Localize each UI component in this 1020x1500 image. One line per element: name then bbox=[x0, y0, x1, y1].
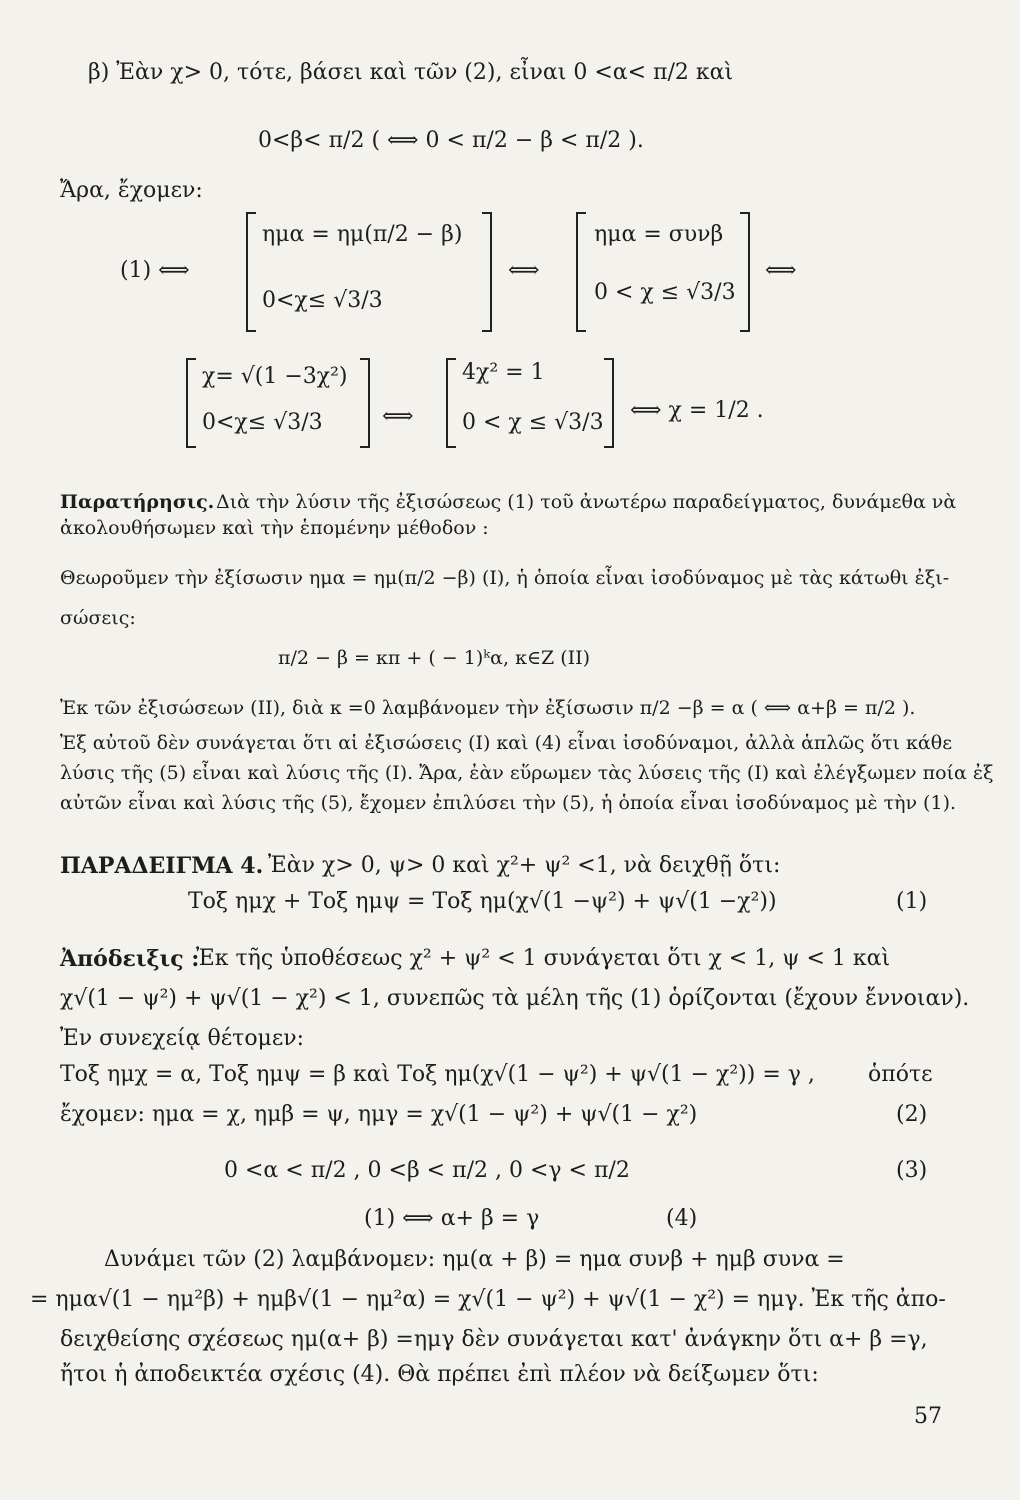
system1-line1: ημα = ημ(π/2 − β) bbox=[262, 222, 463, 247]
system4-line1: 4χ² = 1 bbox=[462, 360, 545, 385]
equation-number: (4) bbox=[666, 1206, 698, 1231]
proof-line: Ἐκ τῆς ὑποθέσεως χ² + ψ² < 1 συνάγεται ὅτι χ < 1, ψ < 1 καὶ bbox=[196, 946, 891, 971]
remark-line: ἀκολουθήσωμεν καὶ τὴν ἑπομένην μέθοδον : bbox=[60, 517, 489, 539]
right-brace bbox=[604, 358, 614, 448]
page-number: 57 bbox=[914, 1404, 942, 1429]
proof-line: ἔχομεν: ημα = χ, ημβ = ψ, ημγ = χ√(1 − ψ²) + ψ√(1 − χ²) bbox=[60, 1102, 698, 1127]
equiv-arrow: ⟺ bbox=[765, 258, 797, 283]
proof-line: Δυνάμει τῶν (2) λαμβάνομεν: ημ(α + β) = ημα συνβ + ημβ συνα = bbox=[104, 1247, 845, 1272]
system4-line2: 0 < χ ≤ √3/3 bbox=[462, 410, 604, 435]
proof-line: χ√(1 − ψ²) + ψ√(1 − χ²) < 1, συνεπῶς τὰ μέλη τῆς (1) ὁρίζονται (ἔχουν ἔννοιαν). bbox=[60, 986, 970, 1011]
right-brace bbox=[360, 358, 370, 448]
system3-line2: 0<χ≤ √3/3 bbox=[202, 410, 323, 435]
equation-number: (1) bbox=[896, 889, 928, 914]
beta-case-line: β) Ἐὰν χ> 0, τότε, βάσει καὶ τῶν (2), εἶναι 0 <α< π/2 καὶ bbox=[88, 60, 734, 85]
system3-line1: χ= √(1 −3χ²) bbox=[202, 364, 348, 389]
system-label: (1) ⟺ bbox=[120, 258, 190, 283]
proof-line: δειχθείσης σχέσεως ημ(α+ β) =ημγ δὲν συνάγεται κατ' ἀνάγκην ὅτι α+ β =γ, bbox=[60, 1327, 928, 1352]
system2-line2: 0 < χ ≤ √3/3 bbox=[594, 280, 736, 305]
remark-line: Ἐξ αὐτοῦ δὲν συνάγεται ὅτι αἱ ἐξισώσεις (I) καὶ (4) εἶναι ἰσοδύναμοι, ἀλλὰ ἁπλῶς ὅτι κάθε bbox=[60, 732, 953, 754]
proof-line: = ημα√(1 − ημ²β) + ημβ√(1 − ημ²α) = χ√(1 − ψ²) + ψ√(1 − χ²) = ημγ. Ἐκ τῆς ἀπο- bbox=[30, 1287, 946, 1312]
proof-line-end: ὁπότε bbox=[868, 1062, 933, 1087]
system1-line2: 0<χ≤ √3/3 bbox=[262, 288, 383, 313]
left-brace bbox=[446, 358, 456, 448]
equiv-arrow: ⟺ bbox=[382, 404, 414, 429]
example-equation: Τοξ ημχ + Τοξ ημψ = Τοξ ημ(χ√(1 −ψ²) + ψ√(1 −χ²)) bbox=[188, 889, 777, 914]
proof-line: Τοξ ημχ = α, Τοξ ημψ = β καὶ Τοξ ημ(χ√(1 − ψ²) + ψ√(1 − χ²)) = γ , bbox=[60, 1062, 815, 1087]
system2-line1: ημα = συνβ bbox=[594, 222, 724, 247]
proof-title: Ἀπόδειξις : bbox=[60, 946, 200, 972]
left-brace bbox=[186, 358, 196, 448]
proof-line: ἤτοι ἡ ἀποδεικτέα σχέσις (4). Θὰ πρέπει ἐπὶ πλέον νὰ δείξωμεν ὅτι: bbox=[60, 1362, 819, 1387]
right-brace bbox=[482, 212, 492, 332]
remark-line: Ἐκ τῶν ἐξισώσεων (II), διὰ κ =0 λαμβάνομεν τὴν ἐξίσωσιν π/2 −β = α ( ⟺ α+β = π/2 ). bbox=[60, 697, 916, 719]
remark-line: Θεωροῦμεν τὴν ἐξίσωσιν ημα = ημ(π/2 −β) (I), ἡ ὁποία εἶναι ἰσοδύναμος μὲ τὰς κάτωθι ἐξι- bbox=[60, 567, 950, 589]
remark-title: Παρατήρησις. bbox=[60, 491, 215, 513]
proof-line: (1) ⟺ α+ β = γ bbox=[364, 1206, 540, 1231]
right-brace bbox=[740, 212, 750, 332]
beta-range-line: 0<β< π/2 ( ⟺ 0 < π/2 − β < π/2 ). bbox=[258, 128, 644, 153]
equiv-arrow: ⟺ bbox=[508, 258, 540, 283]
remark-line: λύσις τῆς (5) εἶναι καὶ λύσις τῆς (I). Ἄρα, ἐὰν εὕρωμεν τὰς λύσεις τῆς (I) καὶ ἐλέγξωμεν ποία ἐξ bbox=[60, 762, 994, 784]
left-brace bbox=[576, 212, 586, 332]
equation-number: (2) bbox=[896, 1102, 928, 1127]
left-brace bbox=[246, 212, 256, 332]
example-title: ΠΑΡΑΔΕΙΓΜΑ 4. bbox=[60, 853, 264, 879]
remark-line: αὐτῶν εἶναι καὶ λύσις τῆς (5), ἔχομεν ἐπιλύσει τὴν (5), ἡ ὁποία εἶναι ἰσοδύναμος μὲ τὴν (1). bbox=[60, 792, 957, 814]
proof-line: Ἐν συνεχείᾳ θέτομεν: bbox=[60, 1026, 305, 1051]
remark-line: Διὰ τὴν λύσιν τῆς ἐξισώσεως (1) τοῦ ἀνωτέρω παραδείγματος, δυνάμεθα νὰ bbox=[216, 491, 957, 513]
result-text: ⟺ χ = 1/2 . bbox=[630, 398, 764, 423]
remark-equation: π/2 − β = κπ + ( − 1)ᵏα, κ∈Z (II) bbox=[278, 647, 591, 669]
ara-text: Ἄρα, ἔχομεν: bbox=[60, 178, 203, 203]
proof-line: 0 <α < π/2 , 0 <β < π/2 , 0 <γ < π/2 bbox=[224, 1158, 630, 1183]
equation-number: (3) bbox=[896, 1158, 928, 1183]
example-statement: Ἐὰν χ> 0, ψ> 0 καὶ χ²+ ψ² <1, νὰ δειχθῇ ὅτι: bbox=[268, 853, 781, 878]
remark-line: σώσεις: bbox=[60, 607, 136, 629]
